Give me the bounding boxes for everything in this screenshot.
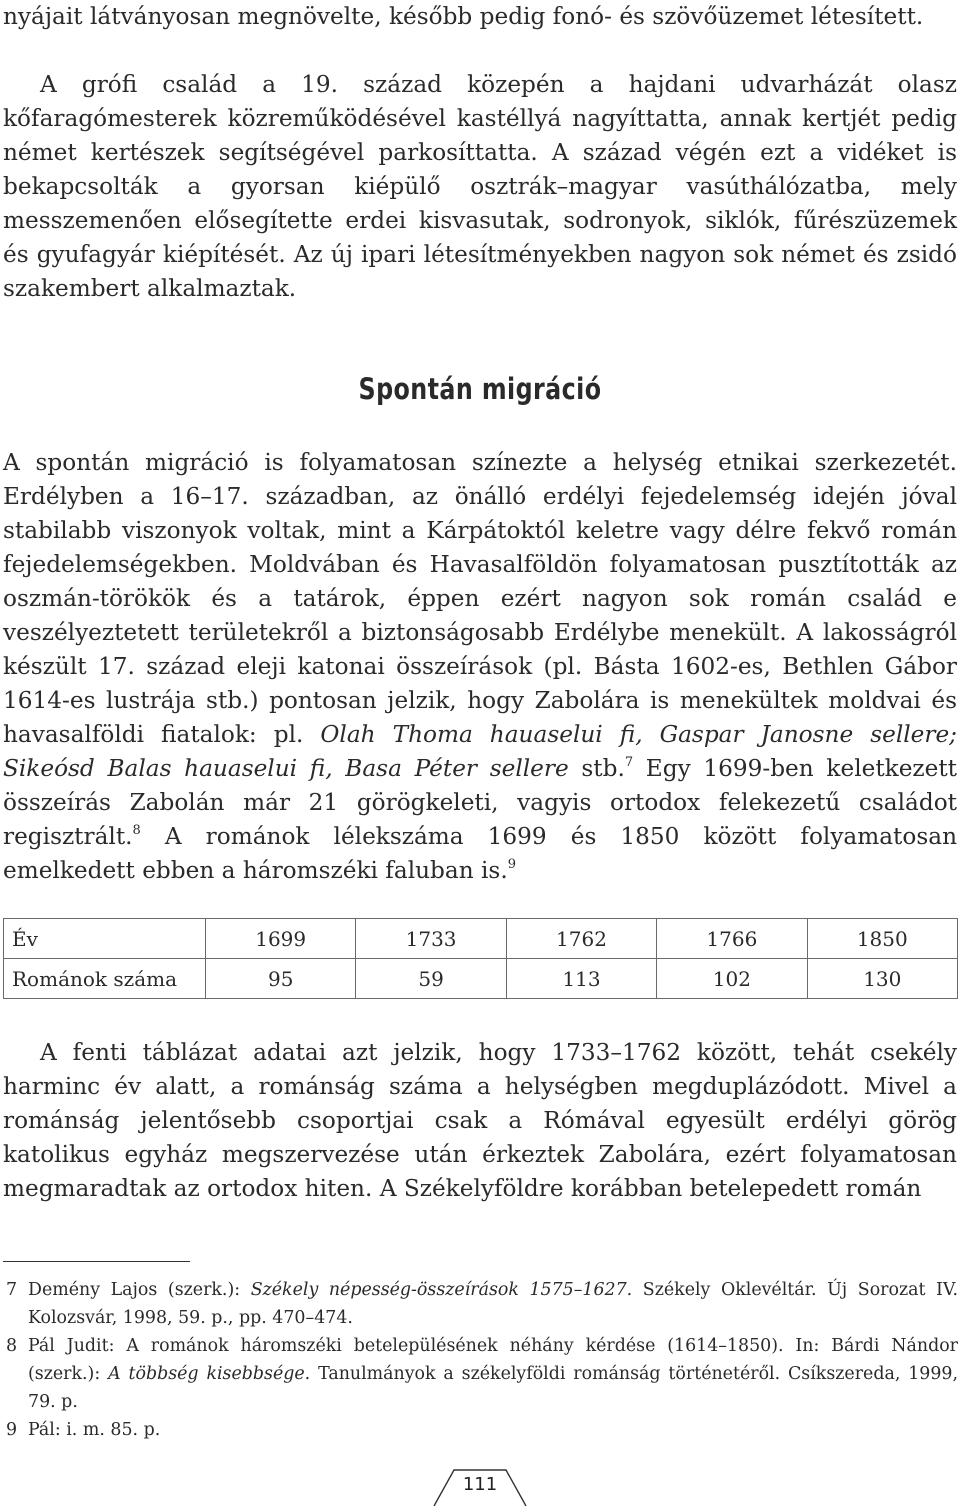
table-cell: 102 (657, 959, 807, 999)
table-row-romanians (4, 959, 958, 999)
table-cell: 1850 (807, 919, 957, 959)
footnote-ref-7[interactable]: 7 (624, 755, 634, 770)
migration-italic-names: Olah Thoma hauaselui fi, Gaspar Janosne sellere; Sikeósd Balas hauaselui fi, Basa Péter sellere (3, 721, 957, 782)
footnote-text: Pál: i. m. 85. p. (28, 1420, 161, 1440)
footnote-ref-9[interactable]: 9 (507, 857, 516, 872)
population-table (3, 918, 958, 999)
footnote-title: A többség kisebbsége. (108, 1364, 311, 1384)
migration-text-part4: A románok lélekszáma 1699 és 1850 között folyamatosan emelkedett ebben a háromszéki faluban is. (3, 823, 957, 884)
paragraph-castle-railway: A grófi család a 19. század közepén a hajdani udvarházát olasz kőfaragómesterek közreműködésével kastéllyá nagyíttatta, annak kertjét pedig német kertészek segítségével parkosíttatta. A század végén ezt a vidéket is bekapcsolták a gyorsan kiépülő osztrák–magyar vasúthálózatba, mely messzemenően elősegítette erdei kisvasutak, sodronyok, siklók, fűrészüzemek és gyufagyár kiépítését. Az új ipari létesítményekben nagyon sok német és zsidó szakembert alkalmaztak. (3, 71, 957, 302)
footnote-divider (3, 1261, 190, 1262)
paragraph-table-analysis: A fenti táblázat adatai azt jelzik, hogy 1733–1762 között, tehát csekély harminc év alatt, a románság száma a helységben megduplázódott. Mivel a románság jelentősebb csoportjai csak a Rómával egyesült erdélyi görög katolikus egyház megszervezése után érkeztek Zabolára, ezért folyamatosan megmaradtak az ortodox hiten. A Székelyföldre korábban betelepedett román (3, 1039, 957, 1202)
table-cell: 1699 (206, 919, 356, 959)
table-cell-label: Románok száma (4, 959, 206, 999)
footnote-9 (3, 1416, 958, 1444)
footnote-8 (3, 1332, 958, 1416)
footnotes (3, 1276, 958, 1444)
footnote-ref-8[interactable]: 8 (132, 823, 141, 838)
footnote-text: Tanulmányok a székelyföldi románság történetéről. Csíkszereda, 1999, 79. p. (28, 1364, 959, 1412)
page-number-ornament (432, 1460, 528, 1506)
footnote-text: Demény Lajos (szerk.): (28, 1280, 251, 1300)
migration-text-part1: A spontán migráció is folyamatosan színezte a helység etnikai szerkezetét. Erdélyben a 16–17. században, az önálló erdélyi fejedelemség idején jóval stabilabb viszonyok voltak, mint a Kárpátoktól keletre vagy délre fekvő román fejedelemségekben. Moldvában és Havasalföldön folyamatosan pusztították az oszmán-törökök és a tatárok, éppen ezért nagyon sok román család e veszélyeztetett területekről a biztonságosabb Erdélybe menekült. A lakosságról készült 17. század eleji katonai összeírások (pl. Básta 1602-es, Bethlen Gábor 1614-es lustrája stb.) pontosan jelzik, hogy Zabolára is menekültek moldvai és havasalföldi fiatalok: pl. (3, 449, 957, 748)
table-cell: 113 (506, 959, 656, 999)
section-heading: Spontán migráció (358, 372, 602, 406)
table-cell-label: Év (4, 919, 206, 959)
footnote-text: Pál Judit: A románok háromszéki betelepülésének néhány kérdése (1614–1850). In: Bárdi Nándor (szerk.): (28, 1336, 958, 1384)
footnote-number: 8 (6, 1336, 18, 1356)
footnote-text: Székely Oklevéltár. Új Sorozat IV. Kolozsvár, 1998, 59. p., pp. 470–474. (28, 1280, 958, 1328)
table-cell: 59 (356, 959, 506, 999)
footnote-7 (3, 1276, 958, 1332)
table-row-year (4, 919, 958, 959)
page-number: 111 (462, 1474, 498, 1495)
footnote-number: 7 (6, 1280, 18, 1300)
table-cell: 1762 (506, 919, 656, 959)
table-cell: 1766 (657, 919, 807, 959)
table-cell: 95 (206, 959, 356, 999)
paragraph-continued: nyájait látványosan megnövelte, később pedig fonó- és szövőüzemet létesített. (3, 3, 924, 30)
table-cell: 1733 (356, 919, 506, 959)
footnote-number: 9 (6, 1420, 18, 1440)
footnote-title: Székely népesség-összeírások 1575–1627. (250, 1280, 633, 1300)
paragraph-spontaneous-migration (3, 446, 957, 888)
migration-text-part2: stb. (568, 755, 625, 782)
migration-text-part3: Egy 1699-ben keletkezett összeírás Zabolán már 21 görögkeleti, vagyis ortodox felekezetű családot regisztrált. (3, 755, 957, 850)
table-cell: 130 (807, 959, 957, 999)
